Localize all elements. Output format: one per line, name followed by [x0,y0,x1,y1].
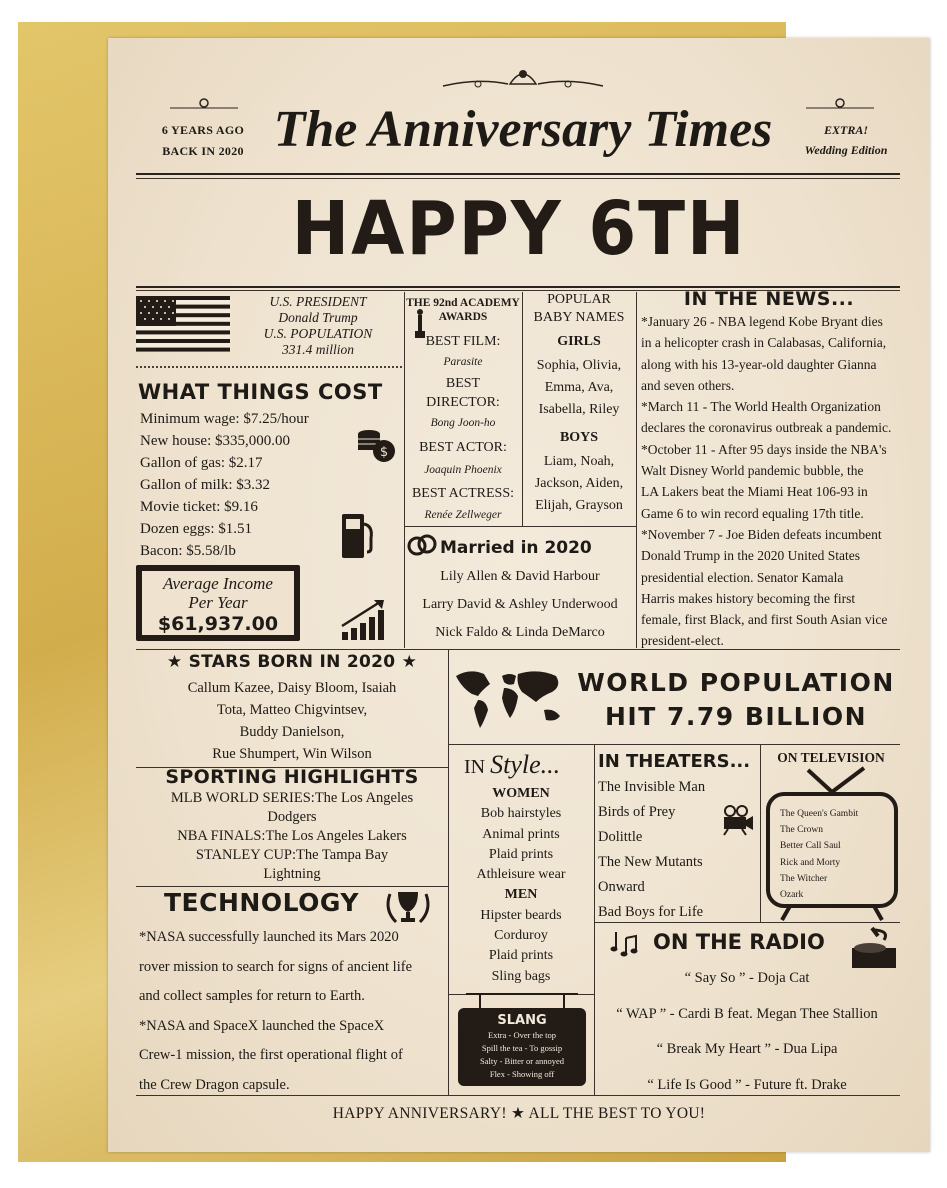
ornament-top-icon [438,60,608,92]
slang-title: SLANG [497,1013,547,1028]
headline-wrap [108,174,930,284]
news-line: in a helicopter crash in Calabasas, California, [641,335,887,351]
style-list [448,784,594,987]
news-line: *March 11 - The World Health Organization [641,399,881,415]
academy-title-line2: AWARDS [438,311,488,323]
tv-show: The Witcher [780,873,828,884]
masthead-title: The Anniversary Times [273,101,773,158]
style-title-in: IN [464,756,486,778]
stars-line: Callum Kazee, Daisy Bloom, Isaiah [187,680,397,696]
sports-line: MLB WORLD SERIES:The Los Angeles [170,790,414,806]
academy-awards [404,331,522,526]
style-title [464,750,594,780]
radio-song: “ Say So ” - Doja Cat [684,970,810,986]
growth-chart-icon [340,598,392,642]
radio-song: “ WAP ” - Cardi B feat. Megan Thee Stallion [616,1005,878,1022]
style-item: Animal prints [482,826,560,842]
girls-names: Emma, Ava, [544,380,614,395]
anniversary-card [108,38,930,1152]
news-line: Harris makes history becoming the first [641,590,856,606]
sports-title: SPORTING HIGHLIGHTS [165,766,419,788]
news-line: presidential election. Senator Kamala [641,569,844,585]
baby-names [522,291,636,517]
cost-item: Minimum wage: $7.25/hour [140,411,309,427]
news-line: Donald Trump in the 2020 United States [641,548,860,564]
news-line: LA Lakers beat the Miami Heat 106-93 in [641,484,868,500]
extra-text: EXTRA! [823,123,868,137]
costs-title: WHAT THINGS COST [138,380,383,404]
news-line: declares the coronavirus outbreak a pandemic. [641,420,892,436]
rule [136,649,900,650]
cost-item: Gallon of milk: $3.32 [140,477,270,493]
back-in-year-text: BACK IN 2020 [162,144,244,158]
style-item: Sling bags [491,968,551,984]
tv-show: The Queen's Gambit [780,809,859,819]
married-title: Married in 2020 [440,538,592,558]
best-film-label: BEST FILM: [425,334,501,349]
tv-title: ON TELEVISION [777,750,885,765]
footer [108,1104,930,1123]
technology-body [139,923,449,1100]
style-item: Bob hairstyles [480,806,562,822]
column-divider [594,744,595,922]
ornament-right-icon [804,96,876,112]
technology-line: the Crew Dragon capsule. [139,1076,290,1093]
radio-list [594,961,900,1103]
tv-show: The Crown [780,825,824,836]
couple: Larry David & Ashley Underwood [422,597,618,612]
slang-line: Salty - Bitter or annoyed [479,1056,565,1066]
income-value: $61,937.00 [157,613,279,635]
news-line: *November 7 - Joe Biden defeats incumbent [641,526,882,542]
married-list [404,563,636,647]
stars-line: Tota, Matteo Chigvintsev, [216,702,368,718]
gas-pump-icon [340,512,376,560]
sports-list [136,789,448,884]
sports-line: NBA FINALS:The Los Angeles Lakers [177,828,407,844]
masthead-right-note [776,120,916,160]
movie-item: The Invisible Man [598,779,706,795]
cost-item: Movie ticket: $9.16 [140,499,258,515]
best-director-label: DIRECTOR: [426,395,500,410]
sports-line: Lightning [263,866,321,882]
boys-names: Liam, Noah, [543,454,615,469]
slang-line: Extra - Over the top [488,1030,556,1040]
income-label-line2: Per Year [188,593,248,612]
best-actor-label: BEST ACTOR: [419,440,507,455]
population-value: 331.4 million [281,342,354,357]
couple: Nick Faldo & Linda DeMarco [435,625,605,640]
news-line: president-elect. [641,633,724,649]
academy-title-line1: THE 92nd ACADEMY [406,297,520,309]
tv-show: Rick and Morty [780,857,841,868]
sports-line: Dodgers [267,809,317,825]
svg-text:$: $ [379,445,389,460]
news-line: Walt Disney World pandemic bubble, the [641,463,864,479]
headline: HAPPY 6TH [291,186,747,272]
movie-item: Onward [598,879,645,895]
news-body [641,311,903,652]
women-label: WOMEN [492,786,550,801]
best-director-value: Bong Joon-ho [430,417,496,429]
girls-label: GIRLS [557,334,601,349]
technology-line: *NASA and SpaceX launched the SpaceX [139,1017,385,1034]
radio-song: “ Break My Heart ” - Dua Lipa [656,1041,838,1057]
slang-line: Flex - Showing off [489,1069,555,1079]
sports-line: STANLEY CUP:The Tampa Bay [195,847,389,863]
technology-title: TECHNOLOGY [164,888,359,917]
rule [136,886,448,887]
cost-item: New house: $335,000.00 [140,433,290,449]
column-divider [760,744,761,922]
radio-title: ON THE RADIO [653,930,825,954]
best-director-label: BEST [445,376,481,391]
cost-item: Dozen eggs: $1.51 [140,521,253,537]
technology-line: Crew-1 mission, the first operational flight of [139,1047,403,1063]
style-title-word: Style... [490,750,561,779]
footer-right: ALL THE BEST TO YOU! [528,1105,706,1122]
world-population [570,666,902,734]
stars-list [136,677,448,765]
stars-title: ★ STARS BORN IN 2020 ★ [166,652,418,672]
news-line: along with his 13-year-old daughter Gianna [641,356,877,372]
best-actress-label: BEST ACTRESS: [411,486,515,501]
music-notes-icon [610,928,640,958]
star-icon: ★ [510,1105,529,1122]
technology-line: *NASA successfully launched its Mars 2020 [139,929,399,945]
rule [448,744,900,745]
population-label: U.S. POPULATION [263,326,373,341]
style-item: Hipster beards [480,907,562,923]
rule [136,1095,900,1096]
tv-show: Ozark [780,890,804,901]
president-facts [236,294,400,358]
technology-line: rover mission to search for signs of ancient life [139,958,413,975]
style-item: Corduroy [494,928,548,944]
average-income-box [136,565,300,641]
cost-item: Bacon: $5.58/lb [140,543,236,559]
news-line: *October 11 - After 95 days inside the NBA's [641,441,887,457]
radio-song: “ Life Is Good ” - Future ft. Drake [647,1076,847,1093]
wedding-rings-icon [406,532,438,556]
tv-list [780,806,890,903]
tv-show: Better Call Saul [780,841,841,852]
best-film-value: Parasite [443,356,483,368]
girls-names: Sophia, Olivia, [536,358,622,373]
years-ago-text: 6 YEARS AGO [161,123,245,137]
style-item: Athleisure wear [476,867,566,883]
best-actress-value: Renée Zellweger [424,509,502,521]
baby-names-title: POPULAR [547,292,611,307]
theaters-title: IN THEATERS... [598,751,751,772]
president-name: Donald Trump [278,310,358,325]
news-line: *January 26 - NBA legend Kobe Bryant dies [641,314,883,329]
us-flag-icon [136,296,230,352]
girls-names: Isabella, Riley [538,402,620,417]
boys-names: Jackson, Aiden, [534,476,624,491]
stars-title-text: STARS BORN IN 2020 [188,652,396,672]
column-divider [636,292,637,648]
dotted-rule [136,366,402,368]
best-actor-value: Joaquin Phoenix [424,464,502,476]
costs-list [140,408,360,562]
movie-item: Birds of Prey [598,804,676,820]
news-title: IN THE NEWS... [683,288,855,310]
world-population-line1: WORLD POPULATION [577,668,895,697]
cost-item: Gallon of gas: $2.17 [140,455,263,471]
style-item: Plaid prints [488,948,554,964]
footer-left: HAPPY ANNIVERSARY! [332,1105,507,1122]
movie-item: Bad Boys for Life [598,904,704,920]
movie-camera-icon [718,804,754,836]
boys-label: BOYS [559,430,599,445]
stars-line: Buddy Danielson, [239,724,345,740]
movie-item: The New Mutants [598,854,703,870]
movie-item: Dolittle [598,829,643,845]
boys-names: Elijah, Grayson [535,498,623,513]
income-label-line1: Average Income [163,574,273,593]
rule [404,526,636,527]
baby-names-title: BABY NAMES [533,310,625,325]
laurel-trophy-icon [380,888,436,928]
couple: Lily Allen & David Harbour [440,569,600,584]
men-label: MEN [504,887,538,903]
style-item: Plaid prints [488,846,554,862]
masthead-left-note [138,120,268,162]
edition-text: Wedding Edition [804,143,888,157]
world-map-icon [452,666,570,732]
slang-sign [458,1008,586,1086]
stars-line: Rue Shumpert, Win Wilson [212,746,372,762]
coins-icon [356,426,396,464]
theaters-list [598,775,760,925]
rule [594,922,900,923]
news-line: female, first Black, and first South Asian vice [641,612,888,628]
slang-line: Spill the tea - To gossip [481,1043,563,1053]
technology-line: and collect samples for return to Earth. [139,988,365,1004]
ornament-left-icon [168,96,240,112]
news-line: Game 6 to win record equaling 17th title. [641,505,864,521]
world-population-line2: HIT 7.79 BILLION [604,702,868,731]
president-label: U.S. PRESIDENT [269,294,367,309]
news-line: and seven others. [641,377,735,393]
